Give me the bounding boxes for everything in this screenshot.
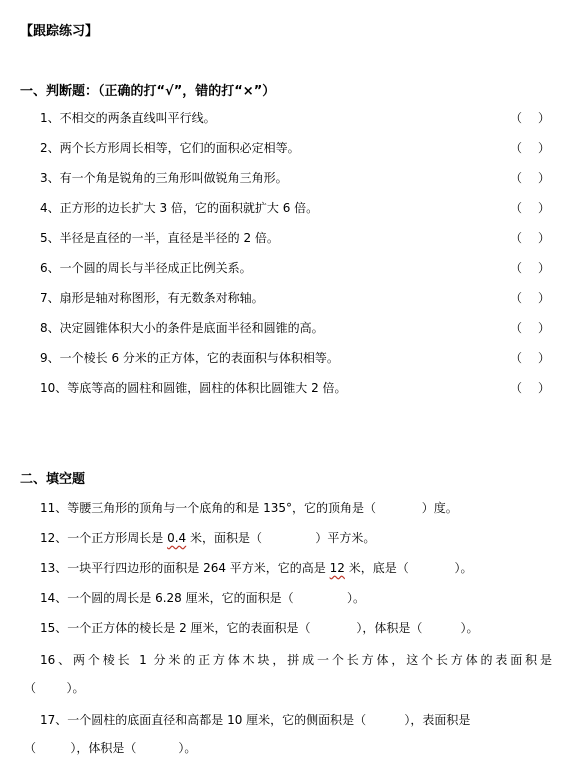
question-value: 12 — [329, 561, 345, 575]
question-text: 8、决定圆锥体积大小的条件是底面半径和圆锥的高。 — [40, 321, 324, 335]
question-text: ）。 — [347, 591, 366, 605]
true-false-item — [40, 258, 554, 278]
page-title: 【跟踪练习】 — [20, 24, 99, 39]
fill-blank-item-continuation — [24, 738, 196, 758]
question-text: 2、两个长方形周长相等，它们的面积必定相等。 — [40, 141, 300, 155]
answer-blank[interactable] — [422, 618, 460, 638]
section-heading-true-false: 一、判断题：（正确的打“√”，错的打“×”） — [20, 84, 276, 99]
answer-blank[interactable]: （ ） — [510, 261, 550, 275]
question-text: 14、一个圆的周长是 6.28 厘米，它的面积是（ — [40, 591, 294, 605]
fill-blank-item — [40, 710, 552, 730]
answer-blank[interactable] — [36, 738, 70, 758]
question-text: ）平方米。 — [315, 531, 376, 545]
true-false-item — [40, 198, 554, 218]
answer-blank[interactable]: （ ） — [510, 171, 550, 185]
question-text: 12、一个正方形周长是 — [40, 531, 168, 545]
answer-blank[interactable]: （ ） — [510, 321, 550, 335]
true-false-item — [40, 168, 554, 188]
question-text: ），表面积是 — [404, 713, 471, 727]
answer-blank[interactable]: （ ） — [510, 291, 550, 305]
question-text: （ — [24, 681, 37, 695]
true-false-item — [40, 348, 554, 368]
question-text: 9、一个棱长 6 分米的正方体，它的表面积与体积相等。 — [40, 351, 339, 365]
question-text: 6、一个圆的周长与半径成正比例关系。 — [40, 261, 252, 275]
true-false-item — [40, 138, 554, 158]
fill-blank-item — [40, 558, 473, 578]
answer-blank[interactable]: （ ） — [510, 201, 550, 215]
answer-blank[interactable] — [409, 558, 455, 578]
fill-blank-item: 16、两个棱长 1 分米的正方体木块，拼成一个长方体，这个长方体的表面积是 — [40, 653, 552, 667]
question-text: （ — [24, 741, 37, 755]
answer-blank[interactable]: （ ） — [510, 111, 550, 125]
question-text: 10、等底等高的圆柱和圆锥，圆柱的体积比圆锥大 2 倍。 — [40, 381, 347, 395]
question-text: 3、有一个角是锐角的三角形叫做锐角三角形。 — [40, 171, 288, 185]
question-text: ）。 — [460, 621, 479, 635]
question-text: 13、一块平行四边形的面积是 264 平方米，它的高是 — [40, 561, 330, 575]
fill-blank-item — [40, 528, 375, 548]
question-text: 7、扇形是轴对称图形，有无数条对称轴。 — [40, 291, 264, 305]
answer-blank[interactable] — [136, 738, 178, 758]
question-value: 0.4 — [167, 531, 187, 545]
question-text: 11、等腰三角形的顶角与一个底角的和是 135°，它的顶角是（ — [40, 501, 376, 515]
true-false-item — [40, 288, 554, 308]
answer-blank[interactable]: （ ） — [510, 231, 550, 245]
answer-blank[interactable] — [36, 678, 67, 698]
answer-blank[interactable]: （ ） — [510, 381, 550, 395]
answer-blank[interactable] — [311, 618, 357, 638]
fill-blank-item — [40, 498, 458, 518]
question-text: 17、一个圆柱的底面直径和高都是 10 厘米，它的侧面积是（ — [40, 713, 367, 727]
true-false-item — [40, 228, 554, 248]
question-text: ）。 — [178, 741, 197, 755]
fill-blank-item — [40, 618, 479, 638]
true-false-item — [40, 108, 554, 128]
section-heading-fill-blank: 二、填空题 — [20, 472, 86, 487]
question-text: 15、一个正方体的棱长是 2 厘米，它的表面积是（ — [40, 621, 311, 635]
question-text: 米，底是（ — [344, 561, 409, 575]
question-text: ），体积是（ — [356, 621, 423, 635]
question-text: 5、半径是直径的一半，直径是半径的 2 倍。 — [40, 231, 279, 245]
question-text: ）。 — [66, 681, 85, 695]
answer-blank[interactable] — [262, 528, 315, 548]
question-text: 4、正方形的边长扩大 3 倍，它的面积就扩大 6 倍。 — [40, 201, 319, 215]
question-text: ）度。 — [421, 501, 458, 515]
fill-blank-item-continuation — [24, 678, 85, 698]
answer-blank[interactable]: （ ） — [510, 141, 550, 155]
question-text: ）。 — [454, 561, 473, 575]
question-text: ），体积是（ — [70, 741, 137, 755]
true-false-item — [40, 378, 554, 398]
answer-blank[interactable]: （ ） — [510, 351, 550, 365]
question-text: 米，面积是（ — [186, 531, 263, 545]
question-text: 1、不相交的两条直线叫平行线。 — [40, 111, 216, 125]
fill-blank-item — [40, 588, 365, 608]
answer-blank[interactable] — [366, 710, 404, 730]
answer-blank[interactable] — [294, 588, 347, 608]
answer-blank[interactable] — [376, 498, 422, 518]
true-false-item — [40, 318, 554, 338]
